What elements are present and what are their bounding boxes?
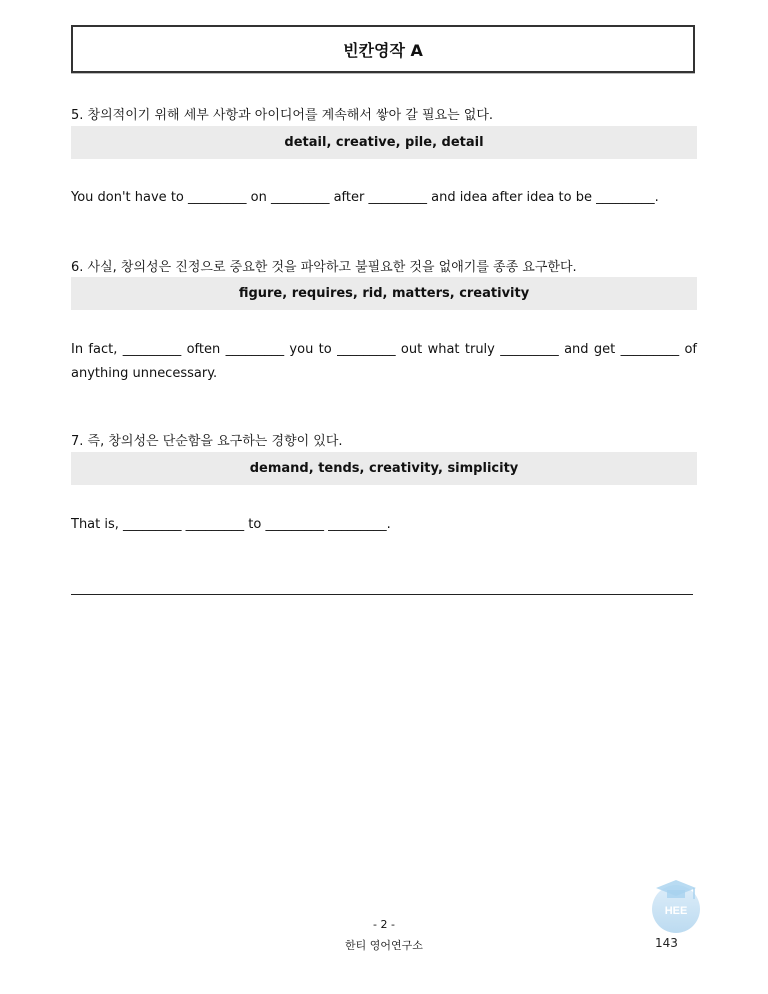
question-6-prompt: 6. 사실, 창의성은 진정으로 중요한 것을 파악하고 불필요한 것을 없애기를 종종 요구한다.	[71, 260, 577, 275]
hee-logo-icon	[650, 877, 702, 935]
question-7-answer-sentence: That is, _________ _________ to _________ _________.	[71, 517, 391, 532]
question-7-prompt: 7. 즉, 창의성은 단순함을 요구하는 경향이 있다.	[71, 434, 343, 449]
question-5-prompt: 5. 창의적이기 위해 세부 사항과 아이디어를 계속해서 쌓아 갈 필요는 없다.	[71, 108, 494, 123]
title-box	[71, 25, 695, 73]
question-6-word-bank: figure, requires, rid, matters, creativity	[71, 277, 697, 310]
question-5-word-bank: detail, creative, pile, detail	[71, 126, 697, 159]
page-title: 빈칸영작 A	[343, 40, 423, 60]
page-label: - 2 -	[373, 918, 395, 931]
question-5-answer-sentence: You don't have to _________ on _________ after _________ and idea after idea to be _________.	[71, 190, 659, 205]
page-number: 143	[655, 936, 678, 950]
logo-text: HEE	[664, 905, 688, 917]
question-6-answer-sentence: In fact, _________ often _________ you to _________ out what truly _________ and get _________ of anything unnecessary.	[71, 342, 697, 381]
writing-line	[71, 594, 693, 595]
question-7-word-bank: demand, tends, creativity, simplicity	[71, 452, 697, 485]
publisher-name: 한티 영어연구소	[345, 939, 423, 952]
